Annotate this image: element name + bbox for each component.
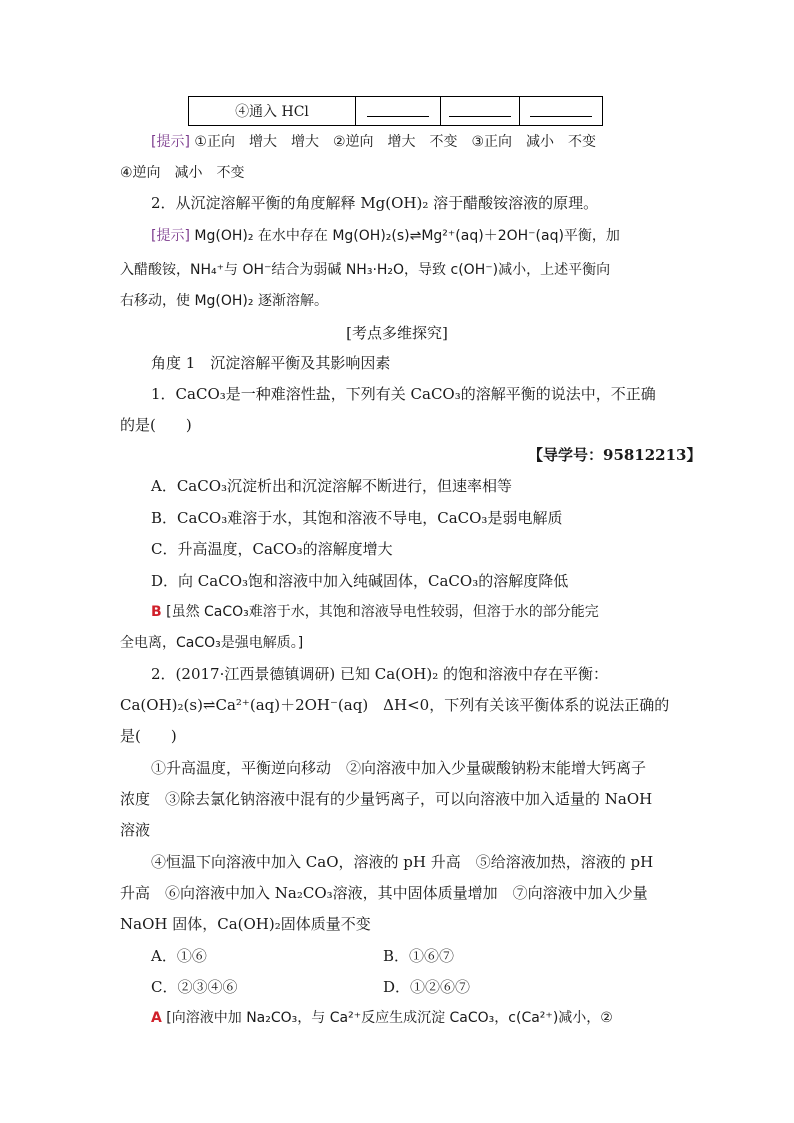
problem-1-option-b: B．CaCO₃难溶于水，其饱和溶液不导电，CaCO₃是弱电解质 [151, 509, 563, 527]
statement-line-6: NaOH 固体，Ca(OH)₂固体质量不变 [120, 915, 371, 933]
section-title: [考点多维探究] [346, 324, 448, 342]
hint-1-line-2: ④逆向 减小 不变 [120, 165, 245, 181]
problem-2-option-a: A．①⑥ [151, 947, 207, 965]
problem-1-option-a: A．CaCO₃沉淀析出和沉淀溶解不断进行，但速率相等 [151, 477, 513, 495]
guide-number: 【导学号：95812213】 [528, 446, 702, 464]
hint-label: [提示] [151, 134, 190, 150]
answer-table [188, 96, 603, 126]
table-row [189, 97, 603, 126]
hint-label: [提示] [151, 228, 190, 244]
statement-line-5: 升高 ⑥向溶液中加入 Na₂CO₃溶液，其中固体质量增加 ⑦向溶液中加入少量 [120, 884, 648, 902]
problem-1-explanation-line-2: 全电离，CaCO₃是强电解质。] [120, 635, 304, 651]
problem-2-stem-line-2: Ca(OH)₂(s)⇌Ca²⁺(aq)＋2OH⁻(aq) ΔH<0，下列有关该平衡体系的说法正确的 [120, 696, 670, 714]
table-cell-blank-2 [441, 97, 520, 126]
problem-2-stem-line-1: 2．(2017·江西景德镇调研) 已知 Ca(OH)₂ 的饱和溶液中存在平衡： [151, 665, 609, 683]
hint-1-line-1: [提示] ①正向 增大 增大 ②逆向 增大 不变 ③正向 减小 不变 [151, 134, 597, 150]
statement-line-1: ①升高温度，平衡逆向移动 ②向溶液中加入少量碳酸钠粉末能增大钙离子 [151, 759, 647, 777]
table-cell-blank-1 [356, 97, 441, 126]
angle-heading: 角度 1 沉淀溶解平衡及其影响因素 [151, 354, 391, 372]
problem-2-option-d: D．①②⑥⑦ [383, 978, 471, 996]
table-cell-blank-3 [520, 97, 603, 126]
problem-1-stem-line-2: 的是( ) [120, 416, 192, 434]
hint-2-line-1: [提示] Mg(OH)₂ 在水中存在 Mg(OH)₂(s)⇌Mg²⁺(aq)＋2OH⁻(aq)平衡，加 [151, 228, 620, 244]
problem-2-option-c: C．②③④⑥ [151, 978, 238, 996]
table-cell-condition: ④通入 HCl [189, 97, 356, 126]
problem-1-option-d: D．向 CaCO₃饱和溶液中加入纯碱固体，CaCO₃的溶解度降低 [151, 572, 569, 590]
question-2-text: 2．从沉淀溶解平衡的角度解释 Mg(OH)₂ 溶于醋酸铵溶液的原理。 [151, 194, 599, 212]
problem-2-explanation-line-1: A [向溶液中加 Na₂CO₃，与 Ca²⁺反应生成沉淀 CaCO₃，c(Ca²⁺)减小，② [151, 1010, 613, 1026]
problem-2-option-b: B．①⑥⑦ [383, 947, 455, 965]
statement-line-3: 溶液 [120, 821, 151, 839]
problem-2-answer: A [151, 1010, 162, 1026]
problem-1-answer: B [151, 604, 162, 620]
hint-2-line-2: 入醋酸铵，NH₄⁺与 OH⁻结合为弱碱 NH₃·H₂O，导致 c(OH⁻)减小，上述平衡向 [120, 262, 611, 278]
hint-2-line-3: 右移动，使 Mg(OH)₂ 逐渐溶解。 [120, 293, 328, 309]
problem-2-stem-line-3: 是( ) [120, 727, 177, 745]
statement-line-4: ④恒温下向溶液中加入 CaO，溶液的 pH 升高 ⑤给溶液加热，溶液的 pH [151, 853, 654, 871]
problem-1-option-c: C．升高温度，CaCO₃的溶解度增大 [151, 540, 393, 558]
statement-line-2: 浓度 ③除去氯化钠溶液中混有的少量钙离子，可以向溶液中加入适量的 NaOH [120, 790, 653, 808]
problem-1-stem-line-1: 1．CaCO₃是一种难溶性盐，下列有关 CaCO₃的溶解平衡的说法中，不正确 [151, 385, 656, 403]
problem-1-explanation-line-1: B [虽然 CaCO₃难溶于水，其饱和溶液导电性较弱，但溶于水的部分能完 [151, 604, 599, 620]
